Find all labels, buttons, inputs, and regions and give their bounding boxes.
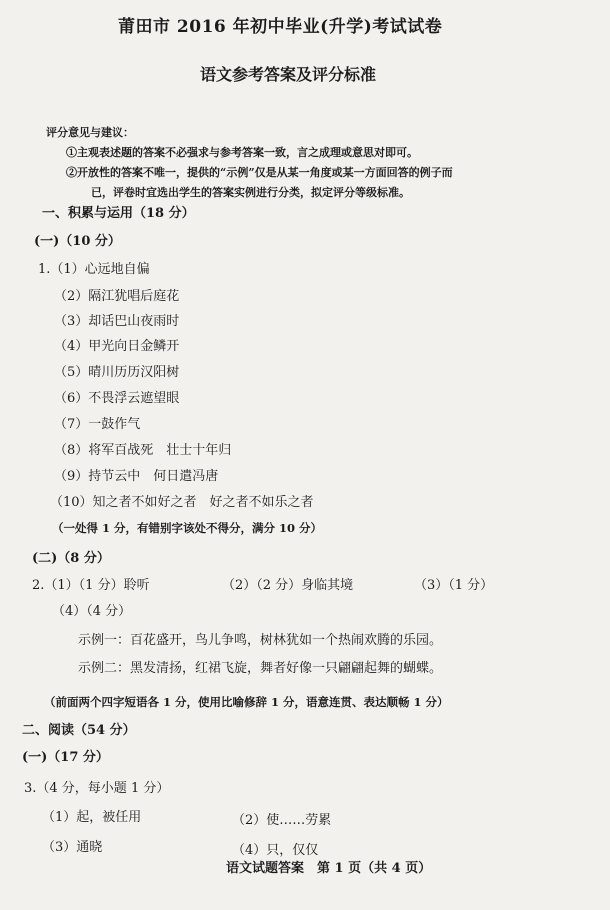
q2-answer-4-label: （4）（4 分）	[52, 604, 132, 619]
q3-answer-2: （2）使……劳累	[232, 813, 332, 828]
exam-subtitle: 语文参考答案及评分标准	[200, 65, 377, 84]
q3-answer-4: （4）只，仅仅	[232, 843, 319, 858]
q2-answer-1: 2.（1）（1 分）聆听	[32, 578, 150, 593]
q2-answer-3: （3）（1 分）	[414, 578, 494, 593]
q1-scoring-note: （一处得 1 分，有错别字该处不得分，满分 10 分）	[52, 521, 323, 535]
q1-answer-2: （2）隔江犹唱后庭花	[54, 289, 180, 304]
q1-answer-4: （4）甲光向日金鳞开	[54, 339, 180, 354]
q1-answer-1: 1.（1）心远地自偏	[38, 262, 150, 277]
notes-heading: 评分意见与建议：	[46, 126, 134, 139]
q1-answer-9: （9）持节云中 何日遣冯唐	[54, 469, 219, 484]
q2-scoring-note: （前面两个四字短语各 1 分，使用比喻修辞 1 分，语意连贯、表达顺畅 1 分）	[44, 695, 449, 709]
q1-answer-5: （5）晴川历历汉阳树	[54, 365, 180, 380]
q1-answer-6: （6）不畏浮云遮望眼	[54, 391, 180, 406]
note-item-2a: ②开放性的答案不唯一，提供的“示例”仅是从某一角度或某一方面回答的例子而	[66, 166, 453, 179]
q2-answer-2: （2）（2 分）身临其境	[222, 578, 354, 593]
note-item-1: ①主观表述题的答案不必强求与参考答案一致，言之成理或意思对即可。	[66, 146, 418, 159]
q1-answer-7: （7）一鼓作气	[54, 417, 141, 432]
q3-heading: 3.（4 分，每小题 1 分）	[24, 781, 170, 796]
q1-answer-3: （3）却话巴山夜雨时	[54, 314, 180, 329]
page-footer: 语文试题答案 第 1 页（共 4 页）	[226, 861, 432, 876]
section-1-part-2: (二)（8 分）	[32, 551, 110, 566]
note-item-2b: 已，评卷时宜选出学生的答案实例进行分类，拟定评分等级标准。	[91, 186, 410, 199]
q2-example-1: 示例一：百花盛开，鸟儿争鸣，树林犹如一个热闹欢腾的乐园。	[78, 633, 443, 648]
q1-answer-10: （10）知之者不如好之者 好之者不如乐之者	[50, 495, 314, 510]
section-1-part-1: (一)（10 分）	[34, 234, 121, 249]
q1-answer-8: （8）将军百战死 壮士十年归	[54, 443, 232, 458]
q2-example-2: 示例二：黑发清扬，红裙飞旋，舞者好像一只翩翩起舞的蝴蝶。	[78, 661, 443, 676]
section-2-heading: 二、阅读（54 分）	[22, 723, 136, 738]
q3-answer-1: （1）起，被任用	[42, 810, 142, 825]
exam-title: 莆田市 2016 年初中毕业(升学)考试试卷	[118, 17, 443, 37]
q3-answer-3: （3）通晓	[42, 840, 103, 855]
section-2-part-1: (一)（17 分）	[22, 750, 109, 765]
section-1-heading: 一、积累与运用（18 分）	[42, 206, 195, 221]
